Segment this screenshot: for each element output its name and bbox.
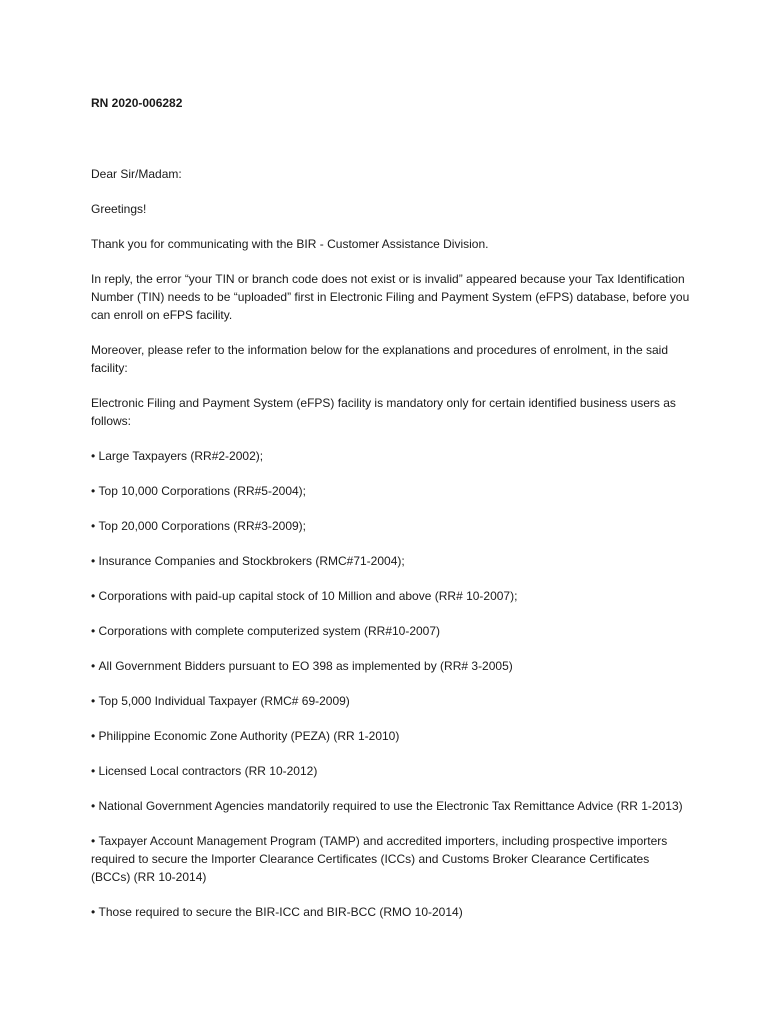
salutation: Dear Sir/Madam: [91,167,182,181]
list-item: • Philippine Economic Zone Authority (PEZA) (RR 1-2010) [91,727,691,745]
mandatory-users-list [91,447,691,921]
list-item: • Top 10,000 Corporations (RR#5-2004); [91,482,691,500]
list-item: • Top 20,000 Corporations (RR#3-2009); [91,517,691,535]
list-item: • Large Taxpayers (RR#2-2002); [91,447,691,465]
list-item: • Corporations with complete computerized system (RR#10-2007) [91,622,691,640]
reference-number: RN 2020-006282 [91,96,183,110]
paragraph-moreover: Moreover, please refer to the information below for the explanations and procedures of enrolment, in the said facility: [91,343,669,375]
list-item: • Corporations with paid-up capital stock of 10 Million and above (RR# 10-2007); [91,587,691,605]
list-item: • Those required to secure the BIR-ICC and BIR-BCC (RMO 10-2014) [91,903,691,921]
letter-document [91,94,691,938]
list-item: • Top 5,000 Individual Taxpayer (RMC# 69-2009) [91,692,691,710]
list-item: • National Government Agencies mandatorily required to use the Electronic Tax Remittance Advice (RR 1-2013) [91,797,691,815]
greeting: Greetings! [91,202,147,216]
list-item: • Insurance Companies and Stockbrokers (RMC#71-2004); [91,552,691,570]
paragraph-error-explanation: In reply, the error “your TIN or branch code does not exist or is invalid” appeared because your Tax Identification Number (TIN) needs to be “uploaded” first in Electronic Filing and Payment System (eFPS) database, before you can enroll on eFPS facility. [91,272,690,322]
list-item: • Licensed Local contractors (RR 10-2012) [91,762,691,780]
paragraph-thank-you: Thank you for communicating with the BIR - Customer Assistance Division. [91,237,489,251]
paragraph-efps-mandatory: Electronic Filing and Payment System (eFPS) facility is mandatory only for certain identified business users as follows: [91,396,676,428]
list-item: • Taxpayer Account Management Program (TAMP) and accredited importers, including prospective importers required to secure the Importer Clearance Certificates (ICCs) and Customs Broker Clearance Certificates (BCCs) (RR 10-2014) [91,832,691,886]
list-item: • All Government Bidders pursuant to EO 398 as implemented by (RR# 3-2005) [91,657,691,675]
